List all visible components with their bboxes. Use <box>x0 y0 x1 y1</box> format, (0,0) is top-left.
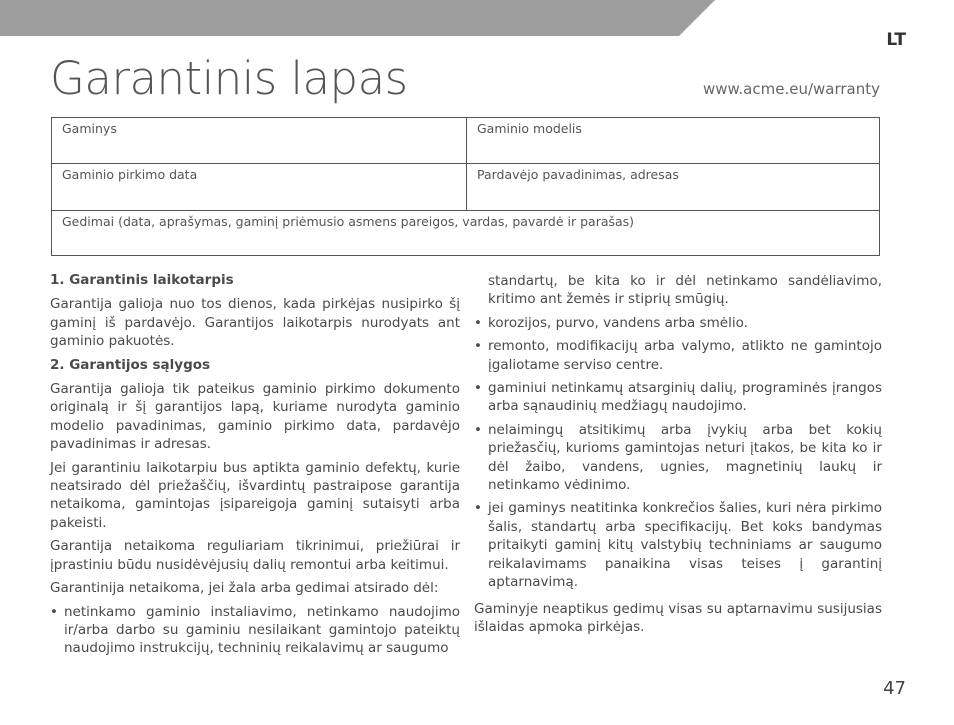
page-title: Garantinis lapas <box>50 52 408 105</box>
form-cell-product: Gaminys <box>62 121 117 136</box>
paragraph: Garantija galioja nuo tos dienos, kada pirkėjas nusipirko šį gaminį iš pardavėjo. Garantijos laikotarpis nurodyats ant gaminio pakuotės. <box>50 296 460 350</box>
bullet-icon: • <box>474 314 482 331</box>
list-item-text: remonto, modifikacijų arba valymo, atlikto ne gamintojo įgaliotame serviso centre. <box>488 338 882 373</box>
list-item-text: gaminiui netinkamų atsarginių dalių, programinės įrangos arba sąnaudinių medžiagų naudojimo. <box>488 380 882 415</box>
warranty-url: www.acme.eu/warranty <box>702 80 880 98</box>
form-cell-seller: Pardavėjo pavadinimas, adresas <box>477 167 679 182</box>
exclusion-list <box>50 603 460 658</box>
form-column-divider <box>466 118 467 211</box>
bullet-icon: • <box>474 380 482 397</box>
language-code: LT <box>886 30 906 50</box>
left-column <box>50 271 460 663</box>
exclusion-list-continued <box>474 272 882 592</box>
list-item <box>474 499 882 591</box>
list-item-text: korozijos, purvo, vandens arba smėlio. <box>488 314 748 331</box>
list-item-continuation <box>474 272 882 309</box>
bullet-icon: • <box>474 338 482 355</box>
paragraph: Garantija galioja tik pateikus gaminio pirkimo dokumento originalą ir šį garantijos lapą, kuriame nurodyta gaminio modelio pavadinimas, gaminio pirkimo data, pardavėjo pavadinimas ir adresas. <box>50 381 460 453</box>
form-cell-model: Gaminio modelis <box>477 121 582 136</box>
bullet-icon: • <box>50 603 58 620</box>
paragraph: Garantinija netaikoma, jei žala arba gedimai atsirado dėl: <box>50 580 439 597</box>
list-item-text: standartų, be kita ko ir dėl netinkamo sandėliavimo, kritimo ant žemės ir stiprių smūgių. <box>488 273 882 308</box>
paragraph: Jei garantiniu laikotarpiu bus aptikta gaminio defektų, kurie neatsirado dėl priežaščių, išvardintų pastraipose garantija netaikoma, gamintojas įsipareigoja gaminį sutaisyti arba pakeisti. <box>50 459 460 531</box>
paragraph: Garantija netaikoma reguliariam tikrinimui, priežiūrai ir įprastiniu būdu nusidėvėjusių dalių remontui arba keitimui. <box>50 538 460 573</box>
list-item <box>50 603 460 658</box>
bullet-icon: • <box>474 421 482 438</box>
bullet-icon: • <box>474 500 482 517</box>
right-column <box>474 272 882 641</box>
form-cell-purchase-date: Gaminio pirkimo data <box>62 167 198 182</box>
list-item-text: nelaimingų atsitikimų arba įvykių arba bet kokių priežasčių, kurioms gamintojas neturi įtakos, be kita ko ir dėl žaibo, vandens, ugnies, magnetinių laukų ir netinkamo vėdinimo. <box>488 421 882 494</box>
form-cell-defects: Gedimai (data, aprašymas, gaminį priėmusio asmens pareigos, vardas, pavardė ir parašas) <box>62 214 635 229</box>
closing-paragraph: Gaminyje neaptikus gedimų visas su aptarnavimu susijusias išlaidas apmoka pirkėjas. <box>474 600 882 635</box>
list-item <box>474 379 882 416</box>
section-heading: 1. Garantinis laikotarpis <box>50 272 234 288</box>
list-item-text: netinkamo gaminio instaliavimo, netinkamo naudojimo ir/arba darbo su gaminiu nesilaikant gamintojo pateiktų naudojimo instrukcijų, techninių reikalavimų ar saugumo <box>64 603 460 657</box>
list-item <box>474 337 882 374</box>
section-heading: 2. Garantijos sąlygos <box>50 356 211 373</box>
page-number: 47 <box>883 678 906 699</box>
list-item <box>474 421 882 495</box>
warranty-form-table <box>51 117 880 256</box>
list-item-text: jei gaminys neatitinka konkrečios šalies, kuri nėra pirkimo šalis, standartų arba specifikacijų. Bet koks bandymas pritaikyti gaminį kitų valstybių techniniams ar saugumo reikalavimams panaikina visas teises į garantinį aptarnavimą. <box>488 500 882 591</box>
header-band <box>0 0 715 36</box>
list-item <box>474 314 882 332</box>
